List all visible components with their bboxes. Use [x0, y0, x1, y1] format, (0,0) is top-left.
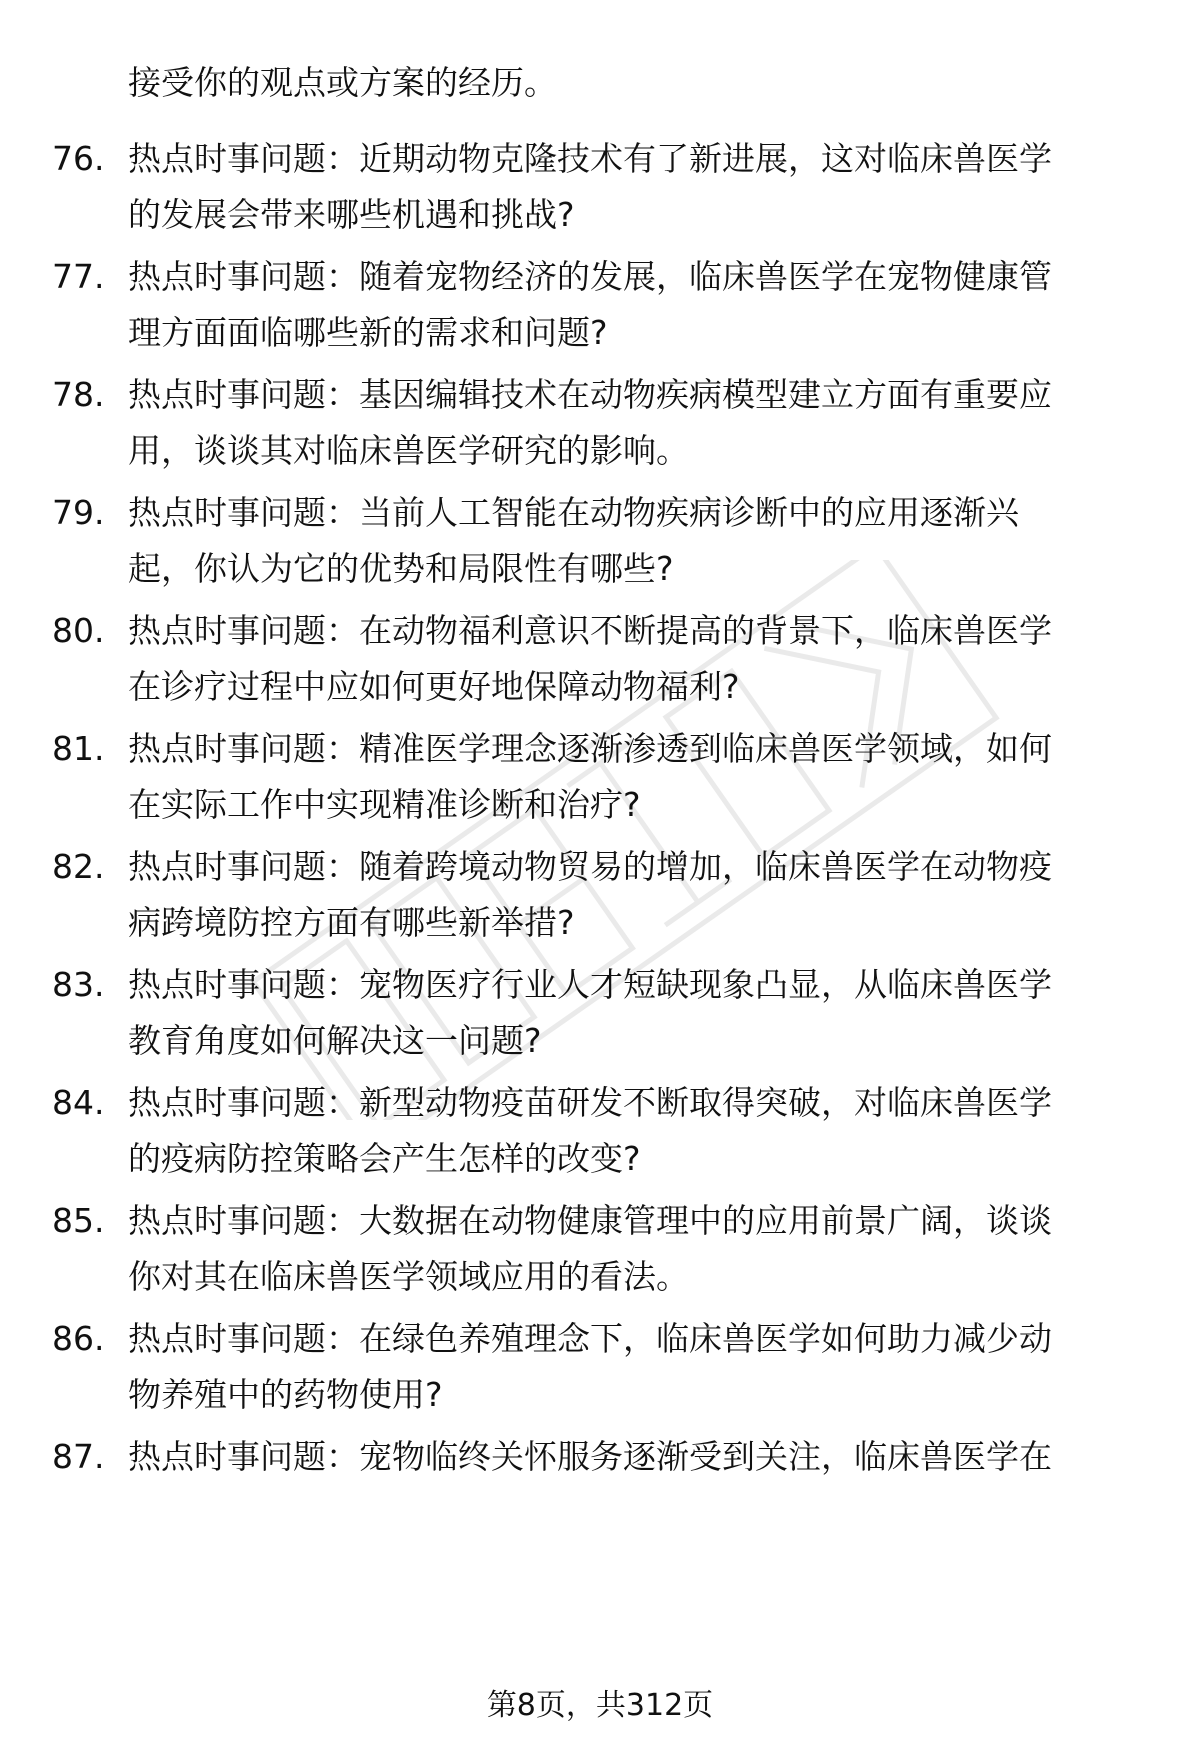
item-line: 热点时事问题：在动物福利意识不断提高的背景下，临床兽医学 — [128, 611, 1052, 650]
item-line: 热点时事问题：当前人工智能在动物疾病诊断中的应用逐渐兴 — [128, 493, 1019, 532]
list-item — [0, 1075, 1200, 1187]
item-line: 起，你认为它的优势和局限性有哪些? — [128, 549, 674, 588]
list-item — [0, 1193, 1200, 1305]
item-line: 热点时事问题：随着宠物经济的发展，临床兽医学在宠物健康管 — [128, 257, 1052, 296]
item-line: 在诊疗过程中应如何更好地保障动物福利? — [128, 667, 740, 706]
list-item — [0, 721, 1200, 833]
item-line: 理方面面临哪些新的需求和问题? — [128, 313, 608, 352]
list-item — [0, 839, 1200, 951]
item-text — [128, 249, 1138, 361]
item-text — [128, 1311, 1138, 1423]
item-line: 病跨境防控方面有哪些新举措? — [128, 903, 575, 942]
item-text — [128, 1075, 1138, 1187]
item-number: 87. — [52, 1437, 105, 1476]
item-text — [128, 603, 1138, 715]
item-number: 81. — [52, 729, 105, 768]
item-line: 热点时事问题：基因编辑技术在动物疾病模型建立方面有重要应 — [128, 375, 1052, 414]
item-line: 热点时事问题：新型动物疫苗研发不断取得突破，对临床兽医学 — [128, 1083, 1052, 1122]
item-number: 82. — [52, 847, 105, 886]
item-number: 79. — [52, 493, 105, 532]
item-line: 的疫病防控策略会产生怎样的改变? — [128, 1139, 641, 1178]
item-number: 77. — [52, 257, 105, 296]
item-text — [128, 131, 1138, 243]
item-number: 76. — [52, 139, 105, 178]
page-footer: 第8页，共312页 — [486, 1688, 714, 1723]
list-item — [0, 957, 1200, 1069]
item-number: 85. — [52, 1201, 105, 1240]
item-number: 84. — [52, 1083, 105, 1122]
list-item — [0, 1311, 1200, 1423]
item-line: 热点时事问题：随着跨境动物贸易的增加，临床兽医学在动物疫 — [128, 847, 1052, 886]
item-text — [128, 485, 1138, 597]
list-item — [0, 485, 1200, 597]
item-text — [128, 367, 1138, 479]
item-line: 教育角度如何解决这一问题? — [128, 1021, 542, 1060]
item-number: 86. — [52, 1319, 105, 1358]
item-line: 的发展会带来哪些机遇和挑战? — [128, 195, 575, 234]
item-text — [128, 1429, 1138, 1485]
item-line: 热点时事问题：宠物医疗行业人才短缺现象凸显，从临床兽医学 — [128, 965, 1052, 1004]
item-text — [128, 957, 1138, 1069]
list-item — [0, 131, 1200, 243]
item-line: 热点时事问题：精准医学理念逐渐渗透到临床兽医学领域，如何 — [128, 729, 1052, 768]
item-number: 83. — [52, 965, 105, 1004]
list-item — [0, 603, 1200, 715]
item-line: 用，谈谈其对临床兽医学研究的影响。 — [128, 431, 689, 470]
item-text — [128, 721, 1138, 833]
item-line: 你对其在临床兽医学领域应用的看法。 — [128, 1257, 689, 1296]
list-item — [0, 367, 1200, 479]
item-number: 80. — [52, 611, 105, 650]
item-line: 热点时事问题：近期动物克隆技术有了新进展，这对临床兽医学 — [128, 139, 1052, 178]
item-line: 热点时事问题：宠物临终关怀服务逐渐受到关注，临床兽医学在 — [128, 1437, 1052, 1476]
item-text — [128, 839, 1138, 951]
item-number: 78. — [52, 375, 105, 414]
item-line: 热点时事问题：大数据在动物健康管理中的应用前景广阔，谈谈 — [128, 1201, 1052, 1240]
continuation-text: 接受你的观点或方案的经历。 — [128, 63, 557, 102]
list-item — [0, 1429, 1200, 1485]
list-item — [0, 249, 1200, 361]
item-text — [128, 1193, 1138, 1305]
item-line: 在实际工作中实现精准诊断和治疗? — [128, 785, 641, 824]
item-line: 物养殖中的药物使用? — [128, 1375, 443, 1414]
item-line: 热点时事问题：在绿色养殖理念下，临床兽医学如何助力减少动 — [128, 1319, 1052, 1358]
